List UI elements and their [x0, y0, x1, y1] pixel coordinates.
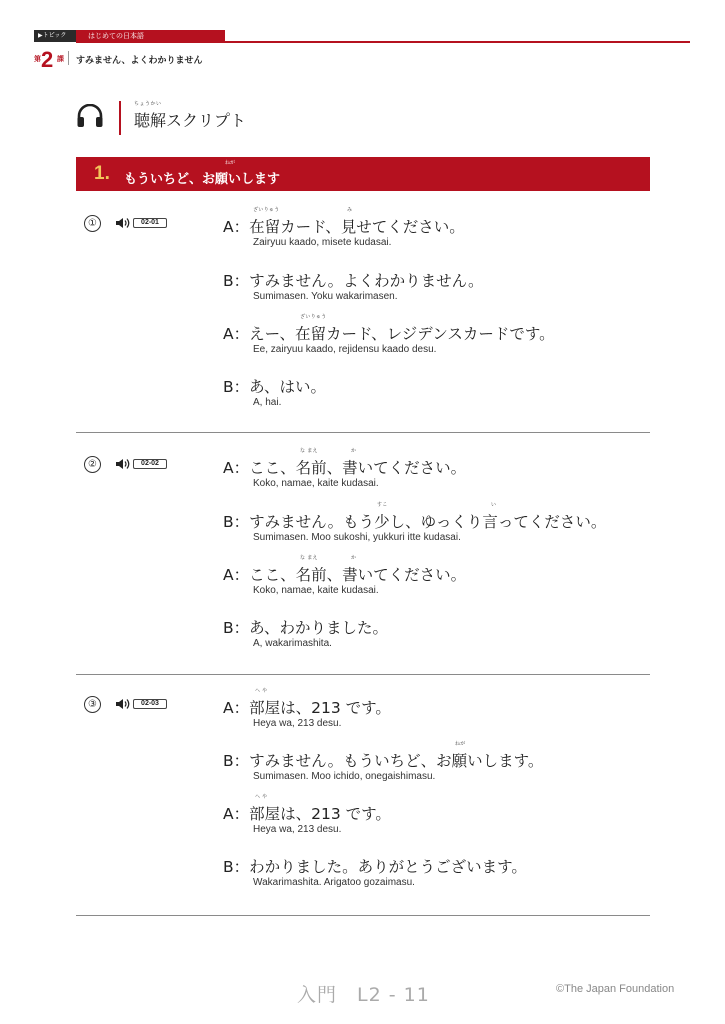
- page-title: 聴解スクリプト: [134, 111, 247, 130]
- line-romaji: Koko, namae, kaite kudasai.: [253, 478, 379, 489]
- heading-ruby: ちょうかい: [134, 101, 162, 107]
- ruby: ざいりゅう: [300, 314, 327, 320]
- speaker-icon: [115, 698, 131, 710]
- divider: [76, 674, 650, 675]
- audio-track[interactable]: [115, 698, 171, 710]
- line-romaji: Zairyuu kaado, misete kudasai.: [253, 237, 392, 248]
- ruby: ざいりゅう: [253, 207, 280, 213]
- ruby: か: [351, 555, 357, 561]
- divider: [76, 915, 650, 916]
- speaker-icon: [115, 458, 131, 470]
- audio-code: 02-03: [133, 699, 167, 709]
- line-text: B：あ、はい。: [223, 378, 327, 396]
- ruby: へ や: [255, 794, 268, 800]
- line-text: A：ここ、名前、書いてください。: [223, 566, 467, 584]
- ruby: い: [491, 502, 497, 508]
- heading-divider: [119, 101, 121, 135]
- ruby: み: [347, 207, 353, 213]
- line-romaji: A, hai.: [253, 397, 282, 408]
- audio-track[interactable]: [115, 458, 171, 470]
- line-romaji: Heya wa, 213 desu.: [253, 718, 342, 729]
- page-number: 入門 L2 - 11: [297, 984, 430, 1006]
- headphones-icon: [76, 104, 104, 128]
- line-text: A：部屋は、213 です。: [223, 805, 391, 823]
- exercise-number: 1.: [94, 163, 110, 184]
- exercise-title: もういちど、お願いします: [124, 172, 281, 187]
- dialog-number: ②: [84, 456, 101, 473]
- dialog-3: [76, 688, 650, 918]
- ruby: な まえ: [300, 555, 318, 561]
- line-text: B：すみません。よくわかりません。: [223, 272, 484, 290]
- line-romaji: Ee, zairyuu kaado, rejidensu kaado desu.: [253, 344, 437, 355]
- topic-bar: [34, 30, 690, 44]
- line-romaji: Koko, namae, kaite kudasai.: [253, 585, 379, 596]
- dialog-number: ③: [84, 696, 101, 713]
- exercise-banner: [76, 157, 650, 191]
- ruby: ねが: [455, 741, 466, 747]
- ruby: な まえ: [300, 448, 318, 454]
- line-romaji: Sumimasen. Moo sukoshi, yukkuri itte kudasai.: [253, 532, 461, 543]
- line-text: A：在留カード、見せてください。: [223, 218, 465, 236]
- lesson-header: [34, 48, 334, 70]
- lesson-number: 2: [41, 47, 54, 72]
- line-romaji: Wakarimashita. Arigatoo gozaimasu.: [253, 877, 415, 888]
- line-romaji: Sumimasen. Yoku wakarimasen.: [253, 291, 398, 302]
- dialog-2: [76, 446, 650, 676]
- dialog-1: [76, 205, 650, 435]
- line-text: B：あ、わかりました。: [223, 619, 389, 637]
- lesson-ka: 課: [57, 55, 64, 63]
- line-romaji: A, wakarimashita.: [253, 638, 332, 649]
- section-heading: [76, 98, 476, 138]
- line-text: B：わかりました。ありがとうございます。: [223, 858, 527, 876]
- line-romaji: Sumimasen. Moo ichido, onegaishimasu.: [253, 771, 436, 782]
- ruby: へ や: [255, 688, 268, 694]
- copyright: ©The Japan Foundation: [556, 983, 675, 995]
- line-text: A：部屋は、213 です。: [223, 699, 391, 717]
- lesson-dai: 第: [34, 55, 41, 63]
- divider: [76, 432, 650, 433]
- line-romaji: Heya wa, 213 desu.: [253, 824, 342, 835]
- audio-code: 02-01: [133, 218, 167, 228]
- speaker-icon: [115, 217, 131, 229]
- topic-rule: [76, 41, 690, 43]
- lesson-divider: [68, 51, 69, 65]
- banner-ruby: ねが: [225, 160, 236, 166]
- lesson-title: すみません、よくわかりません: [76, 56, 203, 66]
- topic-tag: ▶トピック: [34, 30, 76, 42]
- line-text: B：すみません。もう少し、ゆっくり言ってください。: [223, 513, 607, 531]
- ruby: すこ: [377, 502, 388, 508]
- dialog-number: ①: [84, 215, 101, 232]
- line-text: A：えー、在留カード、レジデンスカードです。: [223, 325, 555, 343]
- audio-code: 02-02: [133, 459, 167, 469]
- topic-title: はじめての日本語: [76, 30, 225, 42]
- line-text: A：ここ、名前、書いてください。: [223, 459, 467, 477]
- audio-track[interactable]: [115, 217, 171, 229]
- ruby: か: [351, 448, 357, 454]
- line-text: B：すみません。もういちど、お願いします。: [223, 752, 544, 770]
